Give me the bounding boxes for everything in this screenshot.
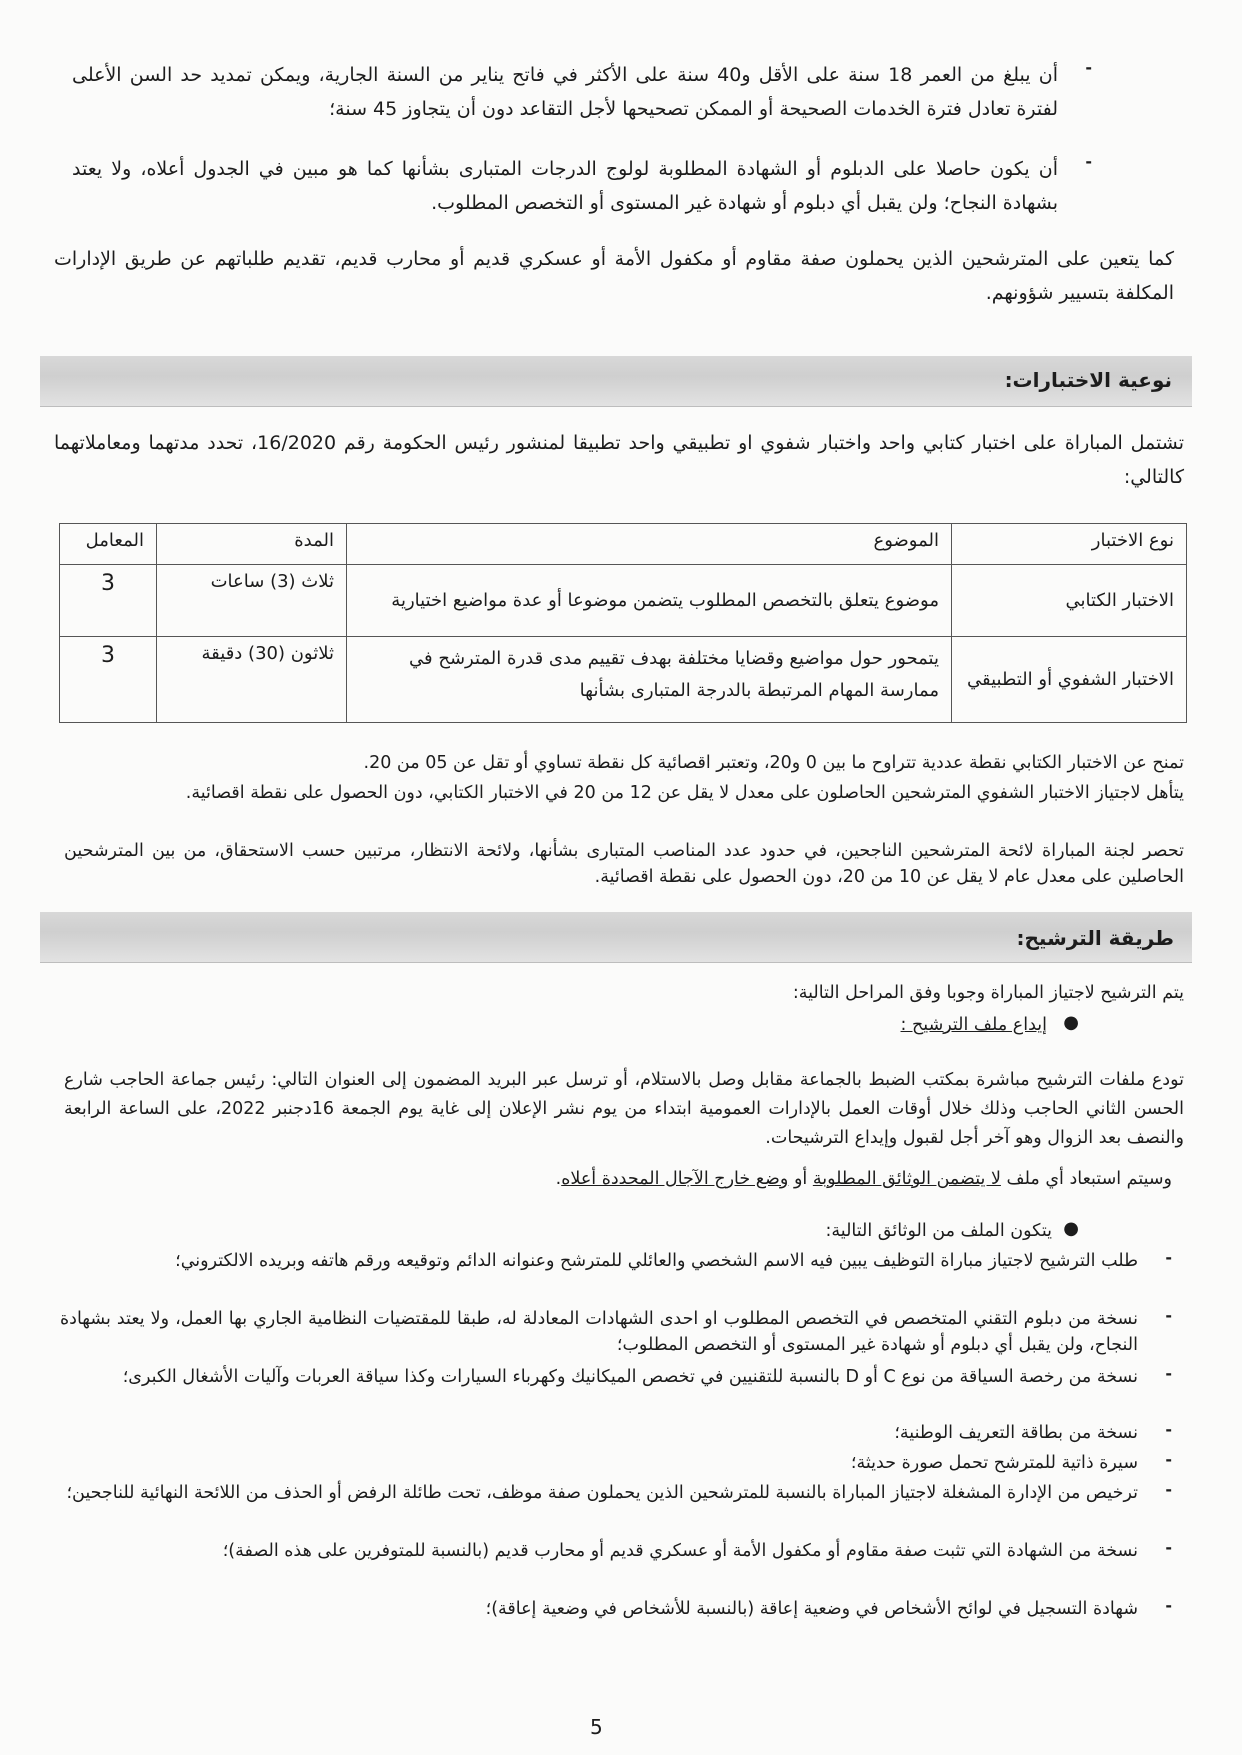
application-intro: يتم الترشيح لاجتياز المباراة وجوبا وفق المراحل التالية: bbox=[792, 983, 1184, 1003]
dash-bullet: - bbox=[1085, 152, 1092, 171]
table-row bbox=[60, 565, 1187, 637]
dash-bullet: - bbox=[1165, 1364, 1172, 1383]
row-oral-coefficient: 3 bbox=[60, 637, 157, 723]
exclusion-middle: أو bbox=[788, 1169, 813, 1189]
document-item-cv bbox=[60, 1450, 1172, 1476]
document-item-disability-certificate bbox=[60, 1596, 1172, 1622]
document-text: شهادة التسجيل في لوائح الأشخاص في وضعية إعاقة (بالنسبة للأشخاص في وضعية إعاقة)؛ bbox=[485, 1599, 1138, 1619]
dash-bullet: - bbox=[1165, 1420, 1172, 1439]
document-item-id-card bbox=[60, 1420, 1172, 1446]
eligibility-note: كما يتعين على المترشحين الذين يحملون صفة مقاوم أو مكفول الأمة أو عسكري قديم أو محارب قديم، تقديم طلباتهم عن طريق الإدارات المكلفة بتسيير شؤونهم. bbox=[54, 248, 1174, 304]
dash-bullet: - bbox=[1085, 58, 1092, 77]
document-item-diploma bbox=[60, 1306, 1172, 1358]
section-title-tests: نوعية الاختبارات: bbox=[1004, 368, 1172, 392]
exclusion-suffix: . bbox=[555, 1169, 562, 1189]
page-number: 5 bbox=[590, 1715, 603, 1739]
tests-intro: تشتمل المباراة على اختبار كتابي واحد واختبار شفوي او تطبيقي واحد تطبيقا لمنشور رئيس الحكومة رقم 16/2020، تحدد مدتهما ومعاملاتهما كالتالي: bbox=[54, 432, 1184, 488]
tests-note-committee: تحصر لجنة المباراة لائحة المترشحين الناجحين، في حدود عدد المناصب المتبارى بشأنها، ولائحة الانتظار، مرتبين حسب الاستحقاق، من بين المترشحين الحاصلين على معدل عام لا يقل عن 10 من 20، دون الحصول على نقطة اقصائية. bbox=[64, 841, 1184, 887]
dash-bullet: - bbox=[1165, 1248, 1172, 1267]
bullet-dot: ● bbox=[1063, 1218, 1079, 1239]
dash-bullet: - bbox=[1165, 1306, 1172, 1325]
section-title-application: طريقة الترشيح: bbox=[1016, 926, 1174, 950]
dash-bullet: - bbox=[1165, 1450, 1172, 1469]
row-oral-subject: يتمحور حول مواضيع وقضايا مختلفة بهدف تقييم مدى قدرة المترشح في ممارسة المهام المرتبطة بالدرجة المتبارى بشأنها bbox=[347, 637, 952, 723]
documents-label: يتكون الملف من الوثائق التالية: bbox=[825, 1221, 1052, 1241]
document-text: نسخة من دبلوم التقني المتخصص في التخصص المطلوب او احدى الشهادات المعادلة له، طبقا للمقتضيات النظامية الجاري بها العمل، ولا يعتد بشهادة النجاح، ولن يقبل أي دبلوم أو شهادة غير المستوى أو التخصص المطلوب؛ bbox=[60, 1309, 1138, 1355]
step-deposit-label: إيداع ملف الترشيح : bbox=[900, 1015, 1047, 1035]
row-written-type: الاختبار الكتابي bbox=[952, 565, 1187, 637]
dash-bullet: - bbox=[1165, 1596, 1172, 1615]
table-header-row bbox=[60, 524, 1187, 565]
exclusion-notice bbox=[72, 1166, 1172, 1192]
eligibility-item-age bbox=[72, 58, 1092, 126]
document-item-authorization bbox=[60, 1480, 1172, 1506]
header-coefficient: المعامل bbox=[60, 524, 157, 565]
header-test-type: نوع الاختبار bbox=[952, 524, 1187, 565]
exclusion-late: وضع خارج الآجال المحددة أعلاه bbox=[561, 1169, 789, 1189]
row-written-duration: ثلاث (3) ساعات bbox=[157, 565, 347, 637]
exclusion-prefix: وسيتم استبعاد أي ملف bbox=[1000, 1169, 1172, 1189]
tests-note-oral: يتأهل لاجتياز الاختبار الشفوي المترشحين الحاصلون على معدل لا يقل عن 12 من 20 في الاختبار الكتابي، دون الحصول على نقطة اقصائية. bbox=[185, 783, 1184, 803]
document-text: نسخة من رخصة السياقة من نوع C أو D بالنسبة للتقنيين في تخصص الميكانيك وكهرباء السيارات وكذا سياقة العربات وآليات الأشغال الكبرى؛ bbox=[122, 1367, 1138, 1387]
table-row bbox=[60, 637, 1187, 723]
dash-bullet: - bbox=[1165, 1480, 1172, 1499]
exclusion-missing-docs: لا يتضمن الوثائق المطلوبة bbox=[812, 1169, 1001, 1189]
eligibility-age-text: أن يبلغ من العمر 18 سنة على الأقل و40 سنة على الأكثر في فاتح يناير من السنة الجارية، ويمكن تمديد حد السن الأعلى لفترة تعادل فترة الخدمات الصحيحة أو الممكن تصحيحها لأجل التقاعد دون أن يتجاوز 45 سنة؛ bbox=[72, 64, 1058, 120]
document-item-resistance-certificate bbox=[60, 1538, 1172, 1564]
document-text: ترخيص من الإدارة المشغلة لاجتياز المباراة بالنسبة للمترشحين الذين يحملون صفة موظف، تحت طائلة الرفض أو الحذف من اللائحة النهائية للناجحين؛ bbox=[66, 1483, 1138, 1503]
tests-note-written: تمنح عن الاختبار الكتابي نقطة عددية تتراوح ما بين 0 و20، وتعتبر اقصائية كل نقطة تساوي أو تقل عن 05 من 20. bbox=[363, 753, 1184, 773]
tests-table bbox=[59, 523, 1187, 723]
eligibility-diploma-text: أن يكون حاصلا على الدبلوم أو الشهادة المطلوبة لولوج الدرجات المتبارى بشأنها كما هو مبين في الجدول أعلاه، ولا يعتد بشهادة النجاح؛ ولن يقبل أي دبلوم أو شهادة غير المستوى أو التخصص المطلوب. bbox=[72, 158, 1058, 214]
eligibility-item-diploma bbox=[72, 152, 1092, 220]
deposit-instructions: تودع ملفات الترشيح مباشرة بمكتب الضبط بالجماعة مقابل وصل بالاستلام، أو ترسل عبر البريد المضمون إلى العنوان التالي: رئيس جماعة الحاجب شارع الحسن الثاني الحاجب وذلك خلال أوقات العمل بالإدارات العمومية ابتداء من يوم نشر الإعلان إلى غاية يوم الجمعة 16دجنبر 2022، على الساعة الرابعة والنصف بعد الزوال وهو آخر أجل لقبول وإيداع الترشيحات. bbox=[64, 1070, 1184, 1148]
document-text: سيرة ذاتية للمترشح تحمل صورة حديثة؛ bbox=[850, 1453, 1138, 1473]
row-oral-duration: ثلاثون (30) دقيقة bbox=[157, 637, 347, 723]
header-duration: المدة bbox=[157, 524, 347, 565]
row-written-coefficient: 3 bbox=[60, 565, 157, 637]
document-text: طلب الترشيح لاجتياز مباراة التوظيف يبين فيه الاسم الشخصي والعائلي للمترشح وعنوانه الدائم وتوقيعه ورقم هاتفه وبريده الالكتروني؛ bbox=[175, 1251, 1138, 1271]
row-written-subject: موضوع يتعلق بالتخصص المطلوب يتضمن موضوعا أو عدة مواضيع اختيارية bbox=[347, 565, 952, 637]
row-oral-type: الاختبار الشفوي أو التطبيقي bbox=[952, 637, 1187, 723]
document-item-application bbox=[60, 1248, 1172, 1274]
header-subject: الموضوع bbox=[347, 524, 952, 565]
document-text: نسخة من بطاقة التعريف الوطنية؛ bbox=[894, 1423, 1138, 1443]
document-text: نسخة من الشهادة التي تثبت صفة مقاوم أو مكفول الأمة أو عسكري قديم أو محارب قديم (بالنسبة للمتوفرين على هذه الصفة)؛ bbox=[222, 1541, 1138, 1561]
bullet-dot: ● bbox=[1063, 1012, 1079, 1033]
dash-bullet: - bbox=[1165, 1538, 1172, 1557]
document-item-driving-license bbox=[60, 1364, 1172, 1390]
